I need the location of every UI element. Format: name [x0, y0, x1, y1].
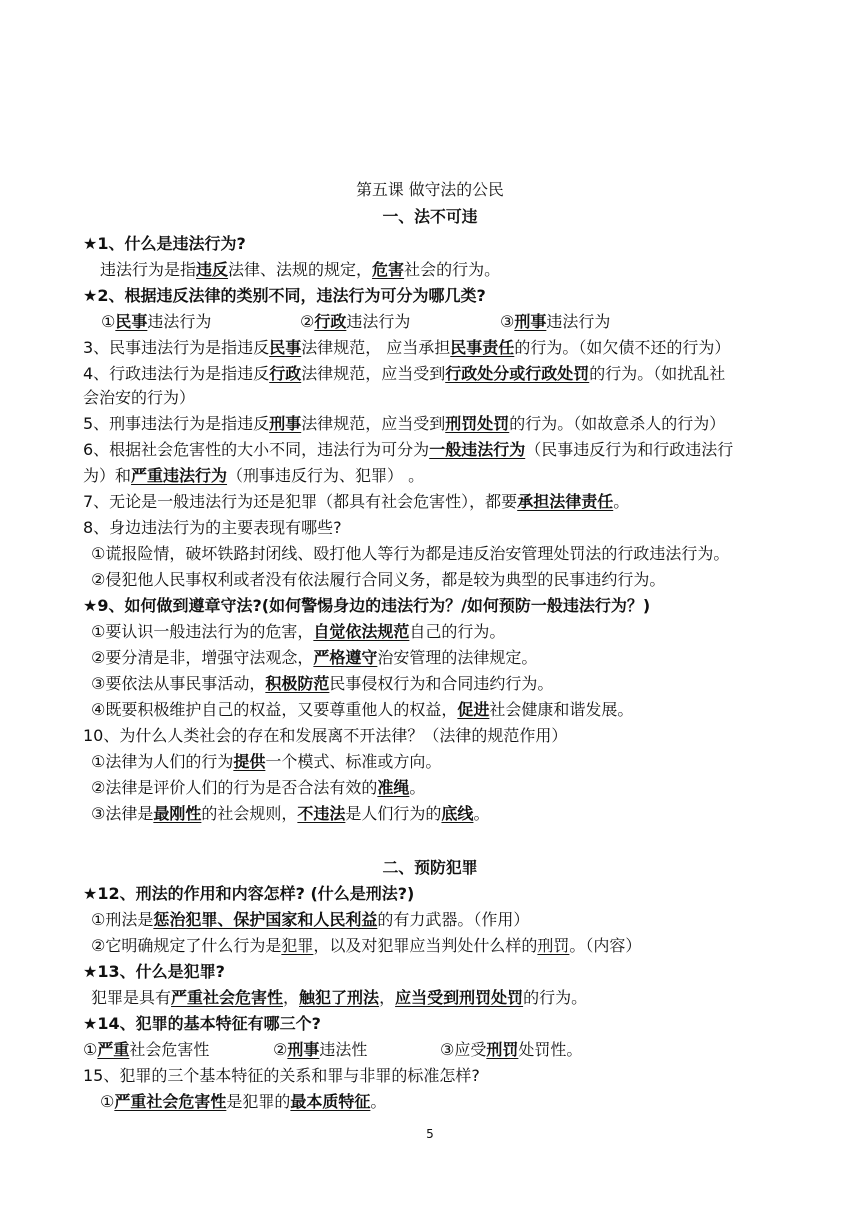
emphasis-text: ★2、根据违反法律的类别不同，违法行为可分为哪几类? — [83, 286, 486, 305]
item-8-point-1 — [91, 542, 729, 566]
text-segment: 社会的行为。 — [404, 260, 501, 279]
text-segment: 法律规范， 应当承担 — [301, 338, 451, 357]
answer-1 — [100, 258, 500, 282]
text-segment: 。 — [613, 492, 630, 511]
text-segment: 自己的行为。 — [409, 622, 506, 641]
question-13 — [83, 960, 225, 984]
emphasis-text: 刑罚处罚 — [445, 414, 510, 433]
item-12-point-1 — [91, 908, 529, 932]
text-segment: 违法行为 — [147, 312, 212, 331]
question-12 — [83, 882, 414, 906]
emphasis-text: 承担法律责任 — [517, 492, 614, 511]
violation-type-criminal — [500, 310, 610, 334]
item-9-point-3 — [91, 672, 553, 696]
text-segment: ① — [100, 1092, 115, 1111]
text-segment: 处罚性。 — [518, 1040, 583, 1059]
item-15 — [83, 1064, 480, 1088]
item-10-point-1 — [91, 750, 441, 774]
emphasis-text: 刑罚 — [486, 1040, 519, 1059]
text-segment: 法律规范，应当受到 — [301, 414, 446, 433]
text-segment: ①刑法是 — [91, 910, 154, 929]
text-segment: ①法律为人们的行为 — [91, 752, 234, 771]
emphasis-text: 触犯了刑法 — [299, 988, 380, 1007]
text-segment: 是人们行为的 — [345, 804, 442, 823]
item-9-point-1 — [91, 620, 505, 644]
text-segment: ③要依法从事民事活动， — [91, 674, 266, 693]
page-number: 5 — [426, 1127, 434, 1141]
text-segment: 民事侵权行为和合同违约行为。 — [329, 674, 554, 693]
item-10-point-3 — [91, 802, 489, 826]
emphasis-text: 严重 — [97, 1040, 130, 1059]
text-segment: 5、刑事违法行为是指违反 — [83, 414, 270, 433]
text-segment: 15、犯罪的三个基本特征的关系和罪与非罪的标准怎样? — [83, 1066, 480, 1085]
text-segment: 违法行为 — [346, 312, 411, 331]
question-14 — [83, 1012, 321, 1036]
emphasis-text: 严重社会危害性 — [171, 988, 284, 1007]
text-segment: 社会健康和谐发展。 — [489, 700, 634, 719]
emphasis-text: 一般违法行为 — [429, 440, 526, 459]
text-segment: 。 — [370, 1092, 387, 1111]
text-segment: ③法律是 — [91, 804, 154, 823]
text-segment: ③应受 — [440, 1040, 487, 1059]
emphasis-text: 违反 — [196, 260, 229, 279]
emphasis-text: 刑事 — [287, 1040, 320, 1059]
text-segment: ②法律是评价人们的行为是否合法有效的 — [91, 778, 378, 797]
emphasis-text: 刑事 — [514, 312, 547, 331]
question-9 — [83, 594, 650, 618]
emphasis-text: 自觉依法规范 — [313, 622, 410, 641]
emphasis-text: ★14、犯罪的基本特征有哪三个? — [83, 1014, 321, 1033]
text-segment: 的行为。 — [523, 988, 588, 1007]
text-segment: ①要认识一般违法行为的危害， — [91, 622, 314, 641]
emphasis-text: 提供 — [233, 752, 266, 771]
text-segment: （刑事违反行为、犯罪） 。 — [227, 466, 425, 485]
emphasis-text: 民事责任 — [450, 338, 515, 357]
emphasis-text: 惩治犯罪、保护国家和人民利益 — [153, 910, 378, 929]
text-segment: 违法行为 — [546, 312, 611, 331]
emphasis-text: 促进 — [457, 700, 490, 719]
text-segment: 8、身边违法行为的主要表现有哪些? — [83, 518, 342, 537]
text-segment: 3、民事违法行为是指违反 — [83, 338, 270, 357]
item-4-cont — [83, 386, 195, 410]
text-segment: 法律规范，应当受到 — [301, 364, 446, 383]
item-10-point-2 — [91, 776, 425, 800]
text-segment: 的行为。（如故意杀人的行为） — [509, 414, 726, 433]
emphasis-text: 准绳 — [377, 778, 410, 797]
text-segment: 的社会规则， — [201, 804, 298, 823]
text-segment: 10、为什么人类社会的存在和发展离不开法律？（法律的规范作用） — [83, 726, 568, 745]
answer-13 — [91, 986, 587, 1010]
emphasis-text: 严重社会危害性 — [114, 1092, 227, 1111]
emphasis-text: 行政 — [269, 364, 302, 383]
emphasis-text: 行政处分或行政处罚 — [445, 364, 590, 383]
text-segment: 社会危害性 — [129, 1040, 210, 1059]
text-segment: ①谎报险情，破坏铁路封闭线、殴打他人等行为都是违反治安管理处罚法的行政违法行为。 — [91, 544, 730, 563]
crime-feature-2 — [273, 1038, 367, 1062]
item-9-point-4 — [91, 698, 633, 722]
emphasis-text: 民事 — [269, 338, 302, 357]
text-segment: 的有力武器。（作用） — [377, 910, 530, 929]
emphasis-text: 犯罪 — [281, 936, 314, 955]
crime-feature-3 — [440, 1038, 582, 1062]
text-segment: ②要分清是非，增强守法观念， — [91, 648, 314, 667]
text-segment: 。 — [473, 804, 490, 823]
text-segment: 法律、法规的规定， — [228, 260, 373, 279]
emphasis-text: 严格遵守 — [313, 648, 378, 667]
emphasis-text: 积极防范 — [265, 674, 330, 693]
text-segment: ，以及对犯罪应当判处什么样的 — [313, 936, 538, 955]
item-6 — [83, 438, 733, 462]
emphasis-text: 刑事 — [269, 414, 302, 433]
text-segment: ② — [300, 312, 315, 331]
emphasis-text: ★9、如何做到遵章守法?(如何警惕身边的违法行为？/如何预防一般违法行为？) — [83, 596, 651, 615]
text-segment: ， — [379, 988, 396, 1007]
item-6-cont — [83, 464, 424, 488]
emphasis-text: 行政 — [314, 312, 347, 331]
text-segment: 的行为。（如欠债不还的行为） — [514, 338, 731, 357]
emphasis-text: 刑罚 — [537, 936, 570, 955]
item-4 — [83, 362, 725, 386]
emphasis-text: 不违法 — [297, 804, 346, 823]
violation-type-admin — [300, 310, 410, 334]
text-segment: 。 — [409, 778, 426, 797]
section-heading-1: 一、法不可违 — [382, 207, 478, 226]
item-7 — [83, 490, 629, 514]
text-segment: ② — [273, 1040, 288, 1059]
text-segment: ④既要积极维护自己的权益，又要尊重他人的权益， — [91, 700, 458, 719]
text-segment: 违法行为是指 — [100, 260, 197, 279]
item-10 — [83, 724, 567, 748]
item-12-point-2 — [91, 934, 641, 958]
text-segment: 4、行政违法行为是指违反 — [83, 364, 270, 383]
emphasis-text: 最刚性 — [153, 804, 202, 823]
text-segment: ②侵犯他人民事权利或者没有依法履行合同义务，都是较为典型的民事违约行为。 — [91, 570, 666, 589]
emphasis-text: ★13、什么是犯罪? — [83, 962, 225, 981]
emphasis-text: 危害 — [372, 260, 405, 279]
text-segment: ③ — [500, 312, 515, 331]
item-9-point-2 — [91, 646, 537, 670]
text-segment: ②它明确规定了什么行为是 — [91, 936, 282, 955]
text-segment: 7、无论是一般违法行为还是犯罪（都具有社会危害性），都要 — [83, 492, 518, 511]
text-segment: （民事违反行为和行政违法行 — [525, 440, 734, 459]
emphasis-text: 严重违法行为 — [131, 466, 228, 485]
text-segment: 犯罪是具有 — [91, 988, 172, 1007]
violation-type-civil — [101, 310, 211, 334]
lesson-title: 第五课 做守法的公民 — [356, 180, 504, 199]
text-segment: ① — [83, 1040, 98, 1059]
emphasis-text: 底线 — [441, 804, 474, 823]
text-segment: 一个模式、标准或方向。 — [265, 752, 442, 771]
text-segment: 。（内容） — [569, 936, 642, 955]
section-heading-2: 二、预防犯罪 — [382, 858, 478, 877]
crime-feature-1 — [83, 1038, 209, 1062]
item-15-point-1 — [100, 1090, 386, 1114]
emphasis-text: 民事 — [115, 312, 148, 331]
text-segment: 的行为。（如扰乱社 — [589, 364, 726, 383]
question-1 — [83, 232, 246, 256]
item-3 — [83, 336, 730, 360]
text-segment: ① — [101, 312, 116, 331]
emphasis-text: ★1、什么是违法行为? — [83, 234, 246, 253]
text-segment: 6、根据社会危害性的大小不同，违法行为可分为 — [83, 440, 430, 459]
item-5 — [83, 412, 725, 436]
text-segment: 违法性 — [319, 1040, 368, 1059]
item-8-point-2 — [91, 568, 665, 592]
item-8 — [83, 516, 342, 540]
emphasis-text: ★12、刑法的作用和内容怎样? (什么是刑法?) — [83, 884, 415, 903]
emphasis-text: 应当受到刑罚处罚 — [395, 988, 524, 1007]
text-segment: 是犯罪的 — [226, 1092, 291, 1111]
text-segment: 会治安的行为） — [83, 388, 196, 407]
emphasis-text: 最本质特征 — [290, 1092, 371, 1111]
text-segment: ， — [283, 988, 300, 1007]
question-2 — [83, 284, 486, 308]
text-segment: 为）和 — [83, 466, 132, 485]
text-segment: 治安管理的法律规定。 — [377, 648, 538, 667]
